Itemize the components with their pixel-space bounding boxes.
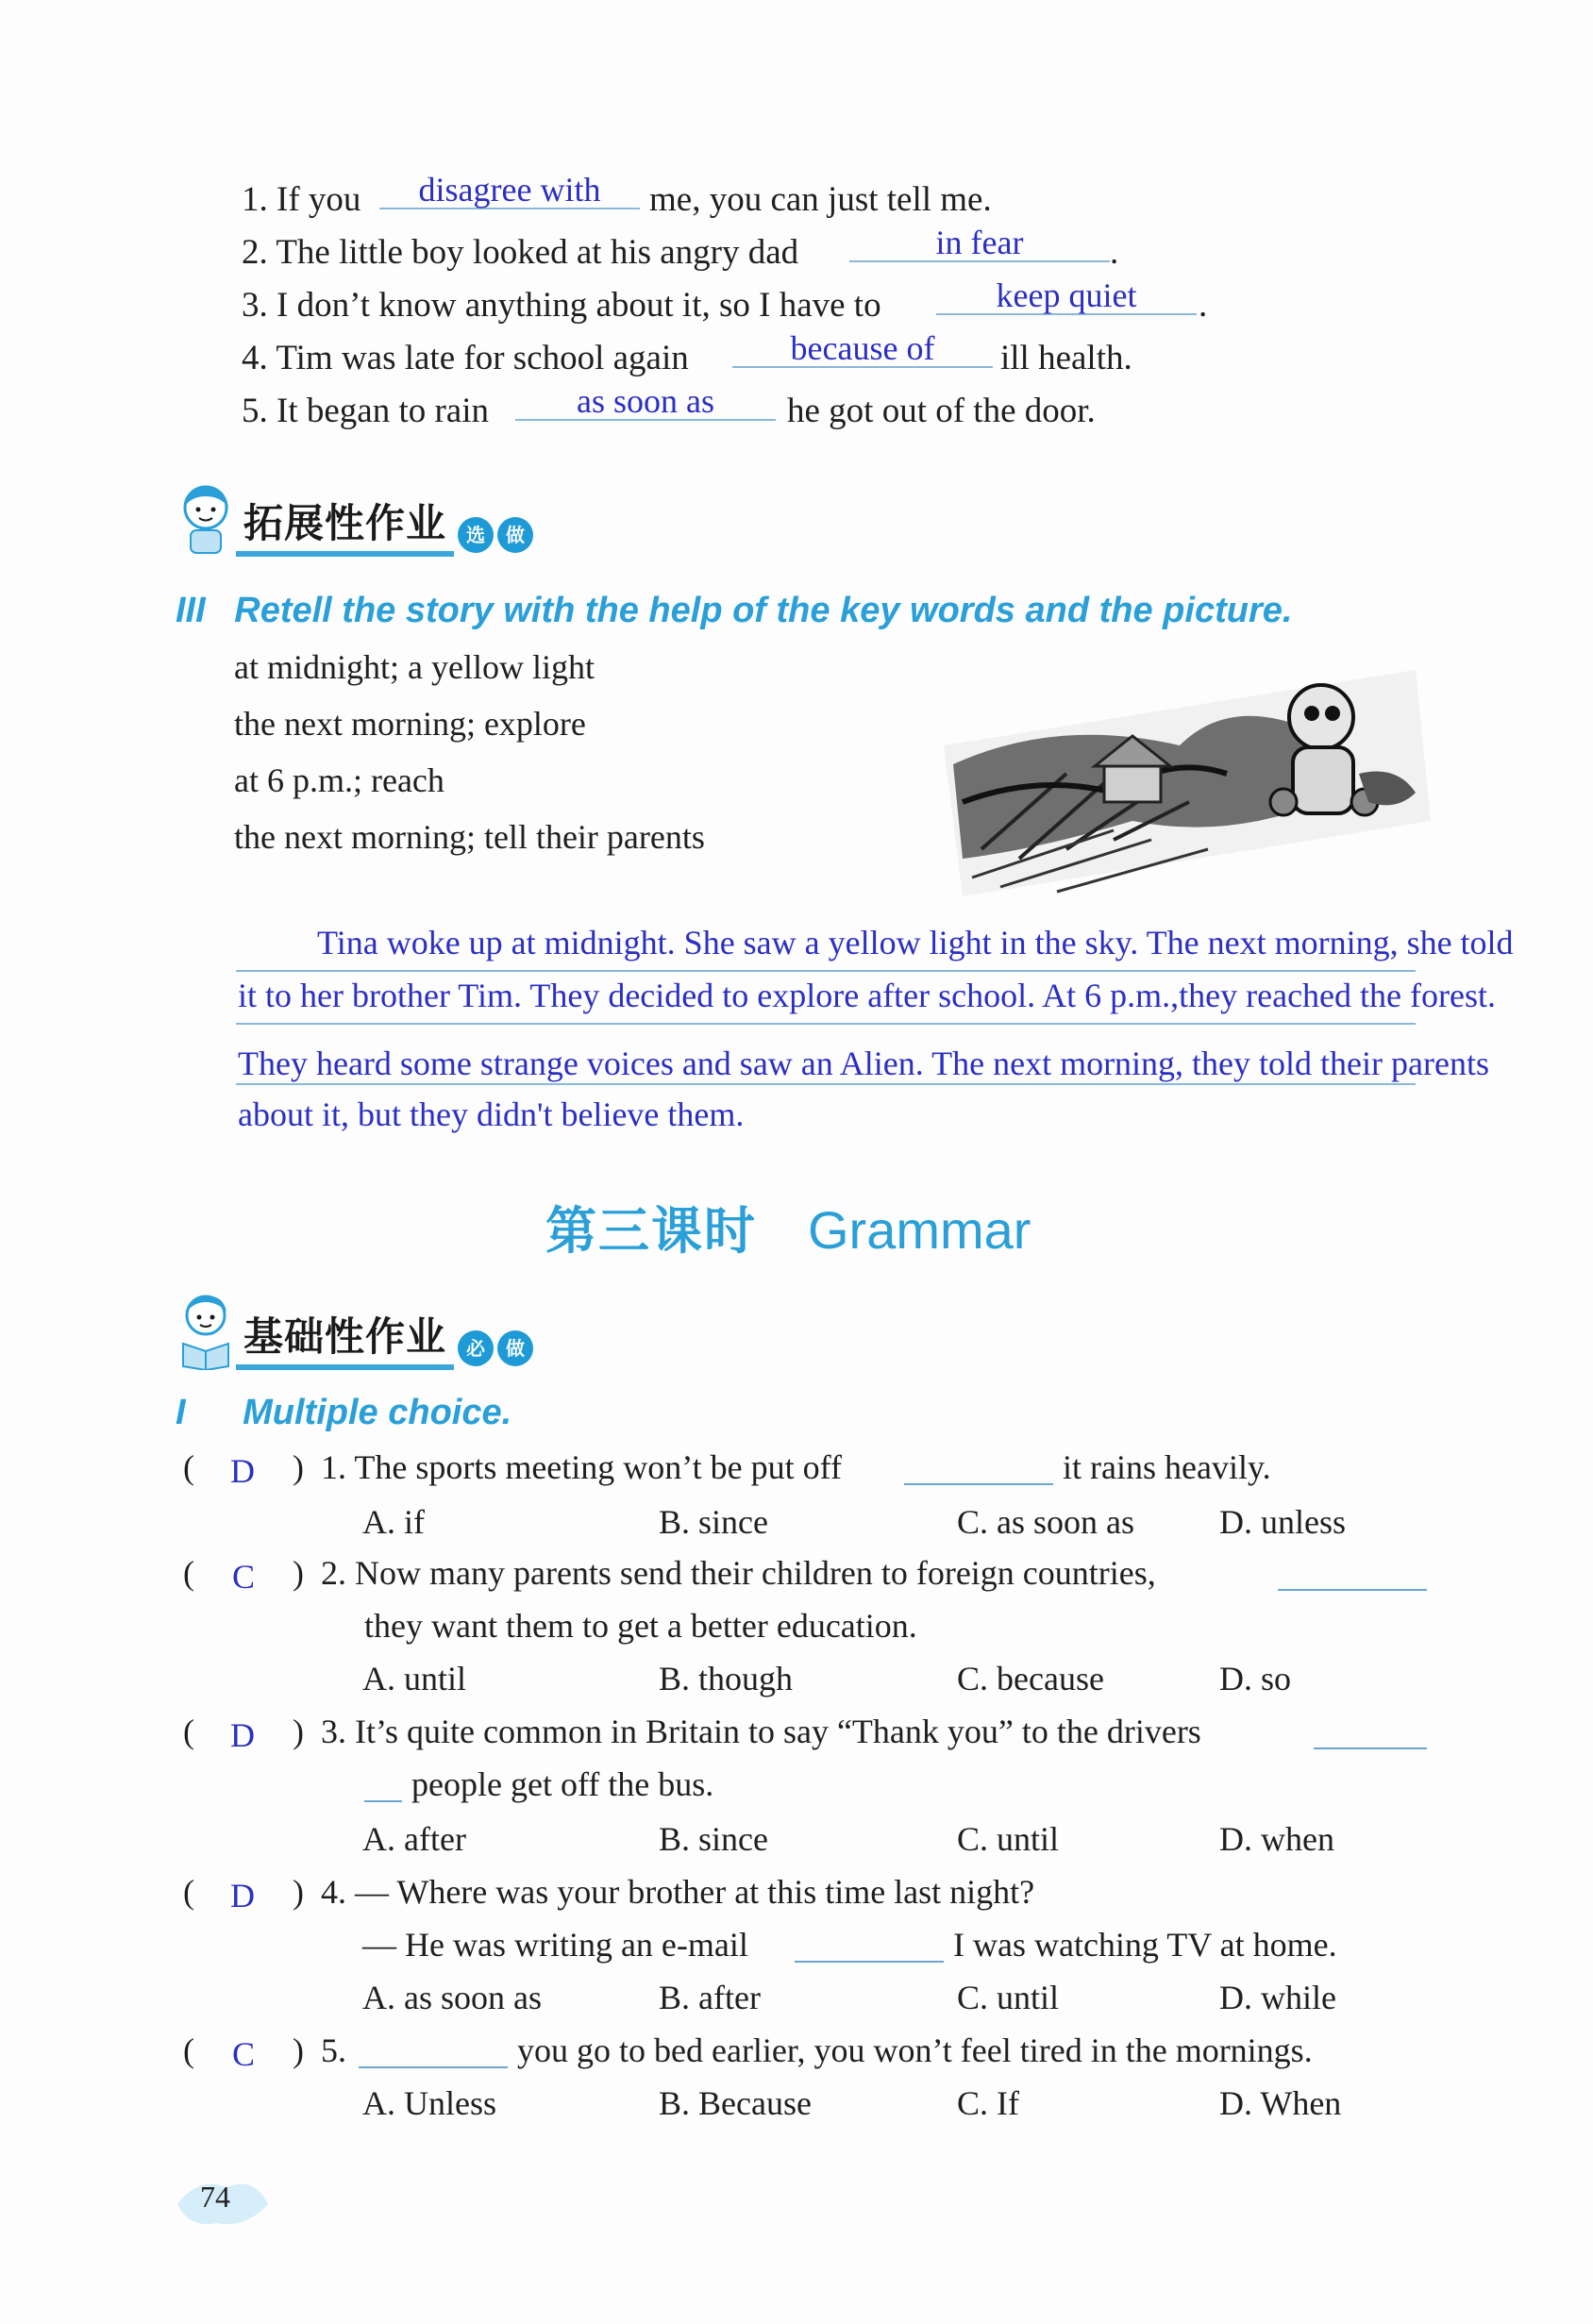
answer-paren-open: (	[183, 2031, 194, 2069]
question-blank	[359, 2038, 508, 2068]
sentence-2: 2. The little boy looked at his angry dad	[242, 233, 799, 272]
sentence-5: 5. It began to rain	[242, 392, 489, 430]
boy-reading-mascot-icon	[176, 1289, 236, 1370]
question-blank	[1314, 1719, 1427, 1749]
sentence-4: 4. Tim was late for school again	[242, 339, 689, 377]
question-stem: it rains heavily.	[1063, 1448, 1271, 1486]
question-stem: 2. Now many parents send their children to foreign countries,	[321, 1554, 1156, 1592]
question-stem: 1. The sports meeting won’t be put off	[321, 1448, 842, 1486]
basic-homework-title: 基础性作业	[236, 1306, 454, 1370]
chosen-answer: C	[232, 2035, 256, 2073]
lesson-number: 第三课时	[545, 1201, 757, 1261]
required-badge-2: 做	[497, 1330, 533, 1366]
option-b: B. after	[659, 1979, 761, 2016]
girl-mascot-icon	[176, 479, 236, 557]
option-a: A. Unless	[362, 2084, 496, 2122]
answer-line-3: They heard some strange voices and saw an Alien. The next morning, they told their parents	[238, 1045, 1489, 1082]
answer-blank: disagree with	[379, 172, 640, 209]
question-stem: 3. It’s quite common in Britain to say “Thank you” to the drivers	[321, 1713, 1201, 1750]
sentence-text: ill health.	[1000, 339, 1132, 377]
option-b: B. since	[659, 1820, 768, 1858]
key-words-line-3: at 6 p.m.; reach	[234, 761, 444, 799]
question-stem: you go to bed earlier, you won’t feel tired in the mornings.	[517, 2031, 1313, 2069]
sentence-text: .	[1199, 286, 1208, 325]
question-stem: people get off the bus.	[411, 1765, 714, 1803]
section-number: III	[176, 591, 206, 630]
sentence-text: he got out of the door.	[787, 392, 1096, 430]
answer-paren-close: )	[293, 1873, 304, 1911]
question-blank	[795, 1932, 944, 1963]
extended-homework-header	[176, 479, 533, 557]
answer-paren-close: )	[293, 1554, 304, 1592]
answer-blank: because of	[732, 330, 993, 368]
option-c: C. until	[957, 1979, 1060, 2016]
answer-line-1: Tina woke up at midnight. She saw a yellow light in the sky. The next morning, she told	[317, 924, 1514, 961]
answer-rule	[236, 1023, 1416, 1025]
optional-badge-1: 选	[458, 517, 494, 553]
key-words-line-4: the next morning; tell their parents	[234, 818, 705, 856]
answer-paren-open: (	[183, 1873, 194, 1911]
answer-blank: keep quiet	[936, 277, 1197, 315]
answer-blank: as soon as	[515, 383, 776, 421]
forest-alien-illustration	[944, 660, 1431, 906]
option-d: D. when	[1219, 1820, 1334, 1858]
option-a: A. after	[362, 1820, 466, 1858]
optional-badge-2: 做	[497, 517, 533, 553]
question-stem: they want them to get a better education.	[364, 1607, 917, 1645]
option-d: D. while	[1219, 1979, 1336, 2016]
question-stem: — He was writing an e-mail	[362, 1926, 748, 1964]
option-c: C. If	[957, 2084, 1019, 2122]
answer-paren-close: )	[293, 2031, 304, 2069]
option-d: D. so	[1219, 1660, 1292, 1697]
sentence-3: 3. I don’t know anything about it, so I have to	[242, 286, 881, 325]
sentence-1	[242, 179, 361, 220]
option-a: A. if	[362, 1503, 425, 1541]
option-a: A. until	[362, 1660, 467, 1697]
page-number: 74	[200, 2180, 230, 2214]
key-words-line-1: at midnight; a yellow light	[234, 648, 595, 686]
option-c: C. as soon as	[957, 1503, 1134, 1541]
option-b: B. Because	[659, 2084, 812, 2122]
chosen-answer: D	[230, 1716, 255, 1754]
answer-paren-close: )	[293, 1448, 304, 1486]
answer-line-4: about it, but they didn't believe them.	[238, 1095, 745, 1133]
option-a: A. as soon as	[362, 1979, 542, 2016]
sentence-text: .	[1110, 233, 1119, 272]
section-number: I	[176, 1393, 186, 1432]
question-stem: 4. — Where was your brother at this time last night?	[321, 1873, 1035, 1911]
option-b: B. since	[659, 1503, 768, 1541]
question-blank	[904, 1455, 1053, 1485]
option-c: C. until	[957, 1820, 1060, 1858]
section-iii-instruction	[176, 591, 1292, 631]
answer-paren-open: (	[183, 1713, 194, 1750]
basic-homework-header	[176, 1289, 533, 1370]
sentence-text: 1. If you	[242, 180, 361, 219]
lesson-topic: Grammar	[808, 1200, 1031, 1260]
chosen-answer: D	[230, 1877, 255, 1914]
question-stem: 5.	[321, 2031, 346, 2069]
answer-rule	[236, 970, 1416, 972]
chosen-answer: D	[230, 1452, 255, 1490]
question-blank	[364, 1772, 402, 1802]
answer-paren-open: (	[183, 1554, 194, 1592]
option-d: D. unless	[1219, 1503, 1346, 1541]
option-b: B. though	[659, 1660, 794, 1697]
question-stem: I was watching TV at home.	[953, 1926, 1337, 1964]
section-i-instruction	[176, 1393, 511, 1433]
key-words-line-2: the next morning; explore	[234, 705, 586, 743]
answer-paren-open: (	[183, 1448, 194, 1486]
extended-homework-title: 拓展性作业	[236, 493, 454, 557]
required-badge-1: 必	[458, 1330, 494, 1366]
option-d: D. When	[1219, 2084, 1342, 2122]
question-blank	[1278, 1561, 1427, 1591]
answer-line-2: it to her brother Tim. They decided to explore after school. At 6 p.m.,they reached the forest.	[238, 977, 1496, 1014]
sentence-text: me, you can just tell me.	[649, 180, 992, 219]
instruction-text: Multiple choice.	[243, 1393, 512, 1432]
instruction-text: Retell the story with the help of the key words and the picture.	[234, 591, 1293, 630]
chosen-answer: C	[232, 1558, 256, 1596]
answer-rule	[236, 1083, 1416, 1085]
answer-paren-close: )	[293, 1713, 304, 1750]
lesson-title	[545, 1191, 1031, 1263]
option-c: C. because	[957, 1660, 1104, 1697]
answer-blank: in fear	[849, 225, 1110, 262]
